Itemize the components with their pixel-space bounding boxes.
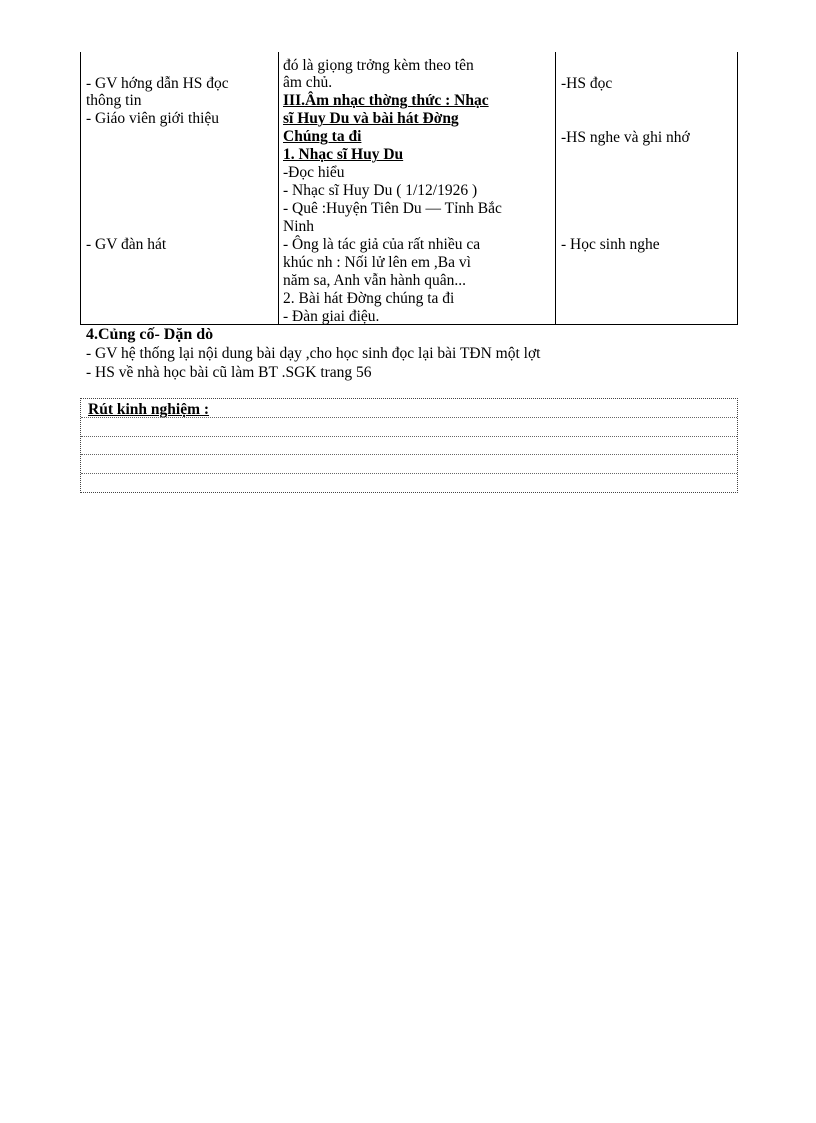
content-line: - Ông là tác giả của rất nhiều ca [283,236,481,253]
writing-line [81,454,737,455]
section-heading: sĩ Huy Du và bài hát Đờng [283,110,459,127]
writing-line [81,417,737,418]
column-divider [278,52,279,324]
consolidation-heading: 4.Củng cố- Dặn dò [86,326,214,343]
experience-title: Rút kinh nghiệm : [88,401,210,418]
content-line: năm sa, Anh vẫn hành quân... [283,272,466,289]
writing-line [81,436,737,437]
section-heading: III.Âm nhạc thờng thức : Nhạc [283,92,489,109]
content-line: - Đàn giai điệu. [283,308,380,324]
content-line: âm chủ. [283,74,333,91]
teacher-activity-line: - Giáo viên giới thiệu [86,110,220,127]
consolidation-item: - GV hệ thống lại nội dung bài dạy ,cho học sinh đọc lại bài TĐN một lợt [86,345,541,362]
student-activity-column [561,52,733,324]
teacher-activity-line: - GV đàn hát [86,236,167,253]
student-activity-line: -HS đọc [561,75,613,92]
content-line: - Quê :Huyện Tiên Du — Tỉnh Bắc [283,200,502,217]
column-divider [555,52,556,324]
student-activity-line: -HS nghe và ghi nhớ [561,129,690,146]
subsection-heading: 1. Nhạc sĩ Huy Du [283,146,404,163]
student-activity-line: - Học sinh nghe [561,236,660,253]
content-line: đó là giọng trởng kèm theo tên [283,57,474,74]
section-heading: Chúng ta đi [283,128,362,145]
teacher-activity-line: - GV hớng dẫn HS đọc [86,75,229,92]
teacher-activity-line: thông tin [86,92,142,109]
content-line: 2. Bài hát Đờng chúng ta đi [283,290,455,307]
content-column [283,52,553,324]
consolidation-item: - HS về nhà học bài cũ làm BT .SGK trang 56 [86,364,372,381]
content-line: -Đọc hiểu [283,164,345,181]
teacher-activity-column [86,52,274,324]
experience-box [80,398,738,493]
content-line: Ninh [283,218,314,235]
content-line: - Nhạc sĩ Huy Du ( 1/12/1926 ) [283,182,478,199]
writing-line [81,473,737,474]
content-line: khúc nh : Nối lử lên em ,Ba vì [283,254,471,271]
lesson-table [80,52,738,325]
